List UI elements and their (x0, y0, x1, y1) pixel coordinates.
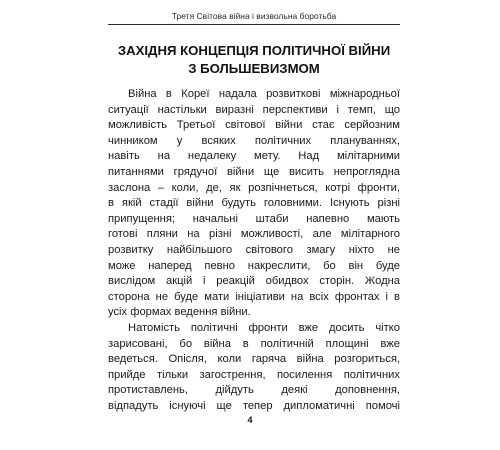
text-line: припущення; начальні штаби напевно мають (108, 212, 400, 225)
text-line: ведеться. Опісля, коли гаряча війна розгориться, (108, 353, 400, 366)
text-line: питаннями грядучої війни ще висить непроглядна (108, 165, 400, 178)
header-rule (108, 24, 400, 25)
text-line: прийде тільки загострення, посилення політичних (108, 368, 400, 381)
chapter-title-line: З БОЛЬШЕВИЗМОМ (188, 61, 320, 76)
text-line: Натомість політичні фронти вже досить чітко (128, 321, 400, 334)
text-line: готові пляни на різні можливості, але мілітарного (108, 228, 400, 241)
chapter-title (108, 42, 400, 78)
text-line: відпадуть існуючі ще тепер дипломатичні помочі (108, 399, 400, 412)
text-line: усіх формах ведення війни. (108, 306, 251, 319)
text-line: може наперед певно накреслити, бо він буде (108, 259, 400, 272)
running-header: Третя Світова війна і визвольна боротьба (171, 11, 337, 21)
text-line: ситуації настільки виразні перспективи і темп, що (108, 103, 400, 116)
chapter-title-line: ЗАХІДНЯ КОНЦЕПЦІЯ ПОЛІТИЧНОЇ ВІЙНИ (117, 43, 391, 58)
text-line: навіть на недалеку мету. Над мілітарними (108, 150, 400, 163)
text-line: розвитку найбільшого світового змагу ніхто не (108, 243, 400, 256)
text-line: в якій стадії війни будуть головними. Існують різні (108, 197, 400, 210)
body-text (108, 87, 400, 414)
text-line: можливість Третьої світової війни стає серйозним (108, 119, 400, 132)
text-line: протиставлень, дійдуть деякі доповнення, (108, 384, 400, 397)
text-line: заслона – коли, де, як розпічнеться, котрі фронти, (108, 181, 400, 194)
page-number: 4 (247, 415, 253, 425)
text-line: сторона не буде мати ініціативи на всіх фронтах і в (108, 290, 400, 303)
text-line: чинником у всяких політичних плануваннях, (108, 134, 400, 147)
text-line: вислідом акцій і реакцій обидвох сторін. Жодна (108, 275, 400, 288)
text-line: Війна в Кореї надала розвиткові міжнародньої (128, 88, 400, 100)
text-line: зарисовані, бо війна в політичній площині вже (108, 337, 400, 350)
